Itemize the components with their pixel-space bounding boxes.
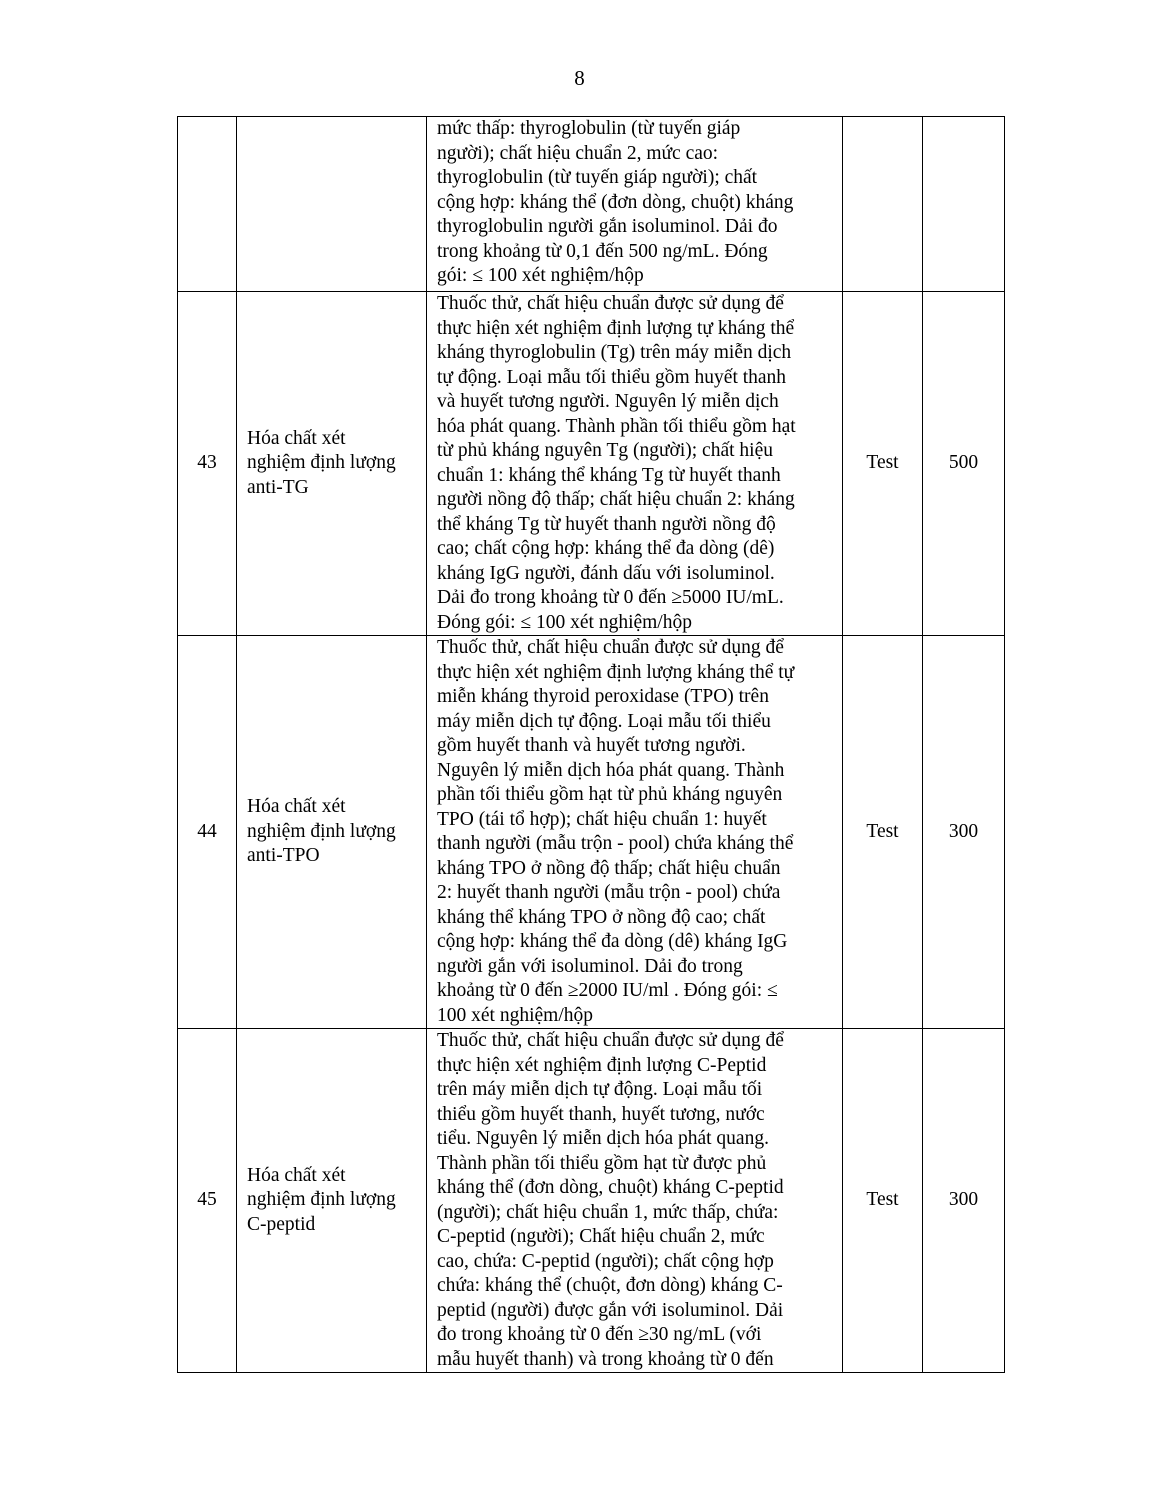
description-line: khoảng từ 0 đến ≥2000 IU/ml . Đóng gói: ≤ <box>437 980 778 1001</box>
description-line: người gắn với isoluminol. Dải đo trong <box>437 955 743 977</box>
description-line: Nguyên lý miễn dịch hóa phát quang. Thành <box>437 759 785 781</box>
description-line: Thuốc thử, chất hiệu chuẩn được sử dụng để <box>437 637 784 658</box>
item-name-line: anti-TG <box>247 476 309 498</box>
item-name-line: nghiệm định lượng <box>247 1189 396 1211</box>
table-row <box>178 1029 1005 1373</box>
description-line: Dải đo trong khoảng từ 0 đến ≥5000 IU/mL. <box>437 587 784 608</box>
item-name-cell <box>237 636 427 1029</box>
quantity-cell: 300 <box>923 636 1005 1029</box>
description-line: mức thấp: thyroglobulin (từ tuyến giáp <box>437 118 741 139</box>
description-line: người nồng độ thấp; chất hiệu chuẩn 2: kháng <box>437 489 795 510</box>
item-name-line: Hóa chất xét <box>247 427 346 449</box>
description-line: kháng IgG người, đánh dấu với isoluminol. <box>437 562 775 584</box>
item-name-line: anti-TPO <box>247 845 320 867</box>
description-line: cộng hợp: kháng thể đa dòng (dê) kháng IgG <box>437 931 788 952</box>
description-line: (người); chất hiệu chuẩn 1, mức thấp, chứa: <box>437 1201 779 1223</box>
description-line: tiểu. Nguyên lý miễn dịch hóa phát quang. <box>437 1128 769 1149</box>
description-line: thyroglobulin người gắn isoluminol. Dải đo <box>437 216 778 237</box>
description-line: thyroglobulin (từ tuyến giáp người); chất <box>437 167 758 188</box>
item-name-line: nghiệm định lượng <box>247 452 396 474</box>
description-line: trong khoảng từ 0,1 đến 500 ng/mL. Đóng <box>437 240 768 262</box>
description-line: thể kháng Tg từ huyết thanh người nồng độ <box>437 513 776 535</box>
unit-cell: Test <box>843 1029 923 1373</box>
description-line: gồm huyết thanh và huyết tương người. <box>437 735 746 756</box>
item-name-line: Hóa chất xét <box>247 796 346 818</box>
description-line: chuẩn 1: kháng thể kháng Tg từ huyết thanh <box>437 464 781 486</box>
description-line: từ phủ kháng nguyên Tg (người); chất hiệu <box>437 440 773 461</box>
description-line: người); chất hiệu chuẩn 2, mức cao: <box>437 142 719 164</box>
unit-cell <box>843 117 923 292</box>
row-number-cell: 45 <box>178 1029 237 1373</box>
description-line: Đóng gói: ≤ 100 xét nghiệm/hộp <box>437 611 692 633</box>
description-line: thanh người (mẫu trộn - pool) chứa kháng thể <box>437 833 794 854</box>
description-line: phần tối thiểu gồm hạt từ phủ kháng nguyên <box>437 784 783 805</box>
description-cell <box>427 292 843 636</box>
description-cell <box>427 1029 843 1373</box>
item-name-cell <box>237 1029 427 1373</box>
item-name-cell <box>237 292 427 636</box>
description-cell <box>427 117 843 292</box>
description-line: thực hiện xét nghiệm định lượng tự kháng thể <box>437 317 795 339</box>
description-line: Thuốc thử, chất hiệu chuẩn được sử dụng để <box>437 1030 784 1051</box>
description-line: tự động. Loại mẫu tối thiểu gồm huyết thanh <box>437 366 787 388</box>
row-number-cell <box>178 117 237 292</box>
description-line: mẫu huyết thanh) và trong khoảng từ 0 đến <box>437 1348 774 1370</box>
description-line: cao, chứa: C-peptid (người); chất cộng hợp <box>437 1250 774 1272</box>
row-number-cell: 43 <box>178 292 237 636</box>
description-line: chứa: kháng thể (chuột, đơn dòng) kháng C- <box>437 1275 783 1296</box>
page-number: 8 <box>574 66 585 90</box>
row-number-cell: 44 <box>178 636 237 1029</box>
description-line: cao; chất cộng hợp: kháng thể đa dòng (dê) <box>437 538 775 559</box>
description-line: trên máy miễn dịch tự động. Loại mẫu tối <box>437 1079 763 1100</box>
item-name-cell <box>237 117 427 292</box>
table-row <box>178 636 1005 1029</box>
item-name-line: C-peptid <box>247 1213 316 1235</box>
description-line: thực hiện xét nghiệm định lượng C-Peptid <box>437 1054 767 1076</box>
description-line: Thuốc thử, chất hiệu chuẩn được sử dụng để <box>437 293 784 314</box>
unit-cell: Test <box>843 636 923 1029</box>
description-line: kháng thyroglobulin (Tg) trên máy miễn dịch <box>437 342 792 363</box>
item-name-line: Hóa chất xét <box>247 1164 346 1186</box>
description-line: thiểu gồm huyết thanh, huyết tương, nước <box>437 1103 765 1125</box>
description-line: 2: huyết thanh người (mẫu trộn - pool) chứa <box>437 882 781 903</box>
unit-cell: Test <box>843 292 923 636</box>
description-line: C-peptid (người); Chất hiệu chuẩn 2, mức <box>437 1226 765 1247</box>
description-line: Thành phần tối thiểu gồm hạt từ được phủ <box>437 1152 767 1174</box>
table-row <box>178 292 1005 636</box>
description-line: kháng thể kháng TPO ở nồng độ cao; chất <box>437 906 766 928</box>
description-line: peptid (người) được gắn với isoluminol. Dải <box>437 1299 784 1321</box>
description-line: gói: ≤ 100 xét nghiệm/hộp <box>437 265 644 286</box>
item-name-line: nghiệm định lượng <box>247 820 396 842</box>
specification-table <box>177 116 1005 1373</box>
quantity-cell <box>923 117 1005 292</box>
quantity-cell: 500 <box>923 292 1005 636</box>
description-line: hóa phát quang. Thành phần tối thiểu gồm hạt <box>437 415 796 437</box>
description-line: đo trong khoảng từ 0 đến ≥30 ng/mL (với <box>437 1324 762 1345</box>
description-cell <box>427 636 843 1029</box>
description-line: thực hiện xét nghiệm định lượng kháng thể tự <box>437 661 795 683</box>
quantity-cell: 300 <box>923 1029 1005 1373</box>
description-line: 100 xét nghiệm/hộp <box>437 1004 593 1026</box>
table-row <box>178 117 1005 292</box>
description-line: cộng hợp: kháng thể (đơn dòng, chuột) kháng <box>437 191 794 213</box>
description-line: và huyết tương người. Nguyên lý miễn dịch <box>437 391 779 412</box>
description-line: kháng thể (đơn dòng, chuột) kháng C-peptid <box>437 1177 784 1198</box>
description-line: kháng TPO ở nồng độ thấp; chất hiệu chuẩn <box>437 857 781 879</box>
description-line: máy miễn dịch tự động. Loại mẫu tối thiểu <box>437 710 771 732</box>
description-line: miễn kháng thyroid peroxidase (TPO) trên <box>437 686 769 707</box>
description-line: TPO (tái tổ hợp); chất hiệu chuẩn 1: huyết <box>437 808 767 830</box>
